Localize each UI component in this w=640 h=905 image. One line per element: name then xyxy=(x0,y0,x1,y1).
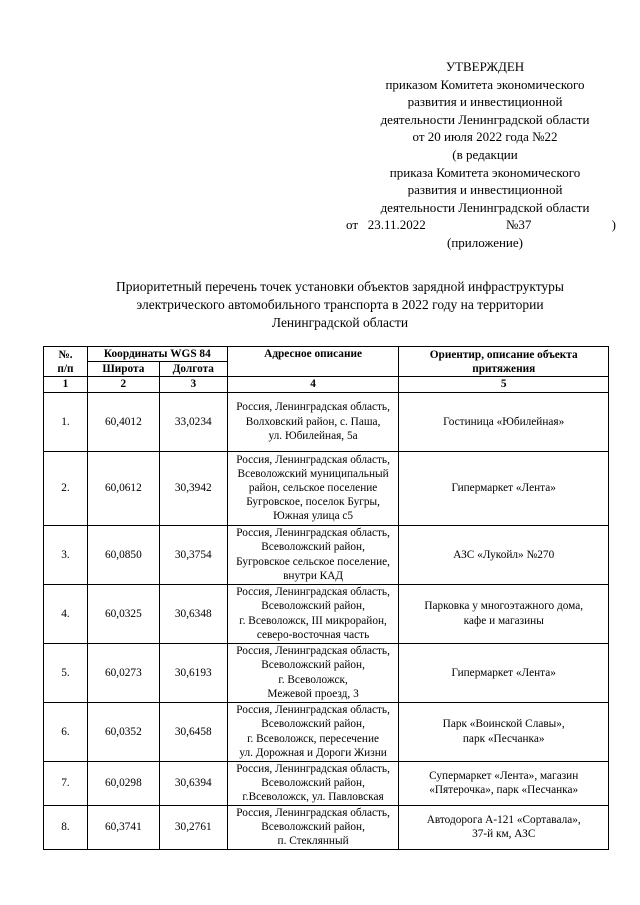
table-row xyxy=(44,761,609,805)
latitude-cell: 60,0273 xyxy=(87,643,159,702)
row-number: 4. xyxy=(44,584,88,643)
col-number: 2 xyxy=(87,377,159,392)
table-row xyxy=(44,584,609,643)
col-number: 5 xyxy=(399,377,609,392)
latitude-cell: 60,0850 xyxy=(87,525,159,584)
approval-heading: УТВЕРЖДЕН xyxy=(445,59,525,74)
header-lat: Широта xyxy=(87,362,159,377)
address-cell: Россия, Ленинградская область, Волховский район, с. Паша, ул. Юбилейная, 5а xyxy=(227,392,399,451)
table-row xyxy=(44,643,609,702)
longitude-cell: 30,3942 xyxy=(159,451,227,525)
approval-line: приказа Комитета экономического xyxy=(389,164,581,180)
longitude-cell: 30,6394 xyxy=(159,761,227,805)
address-cell: Россия, Ленинградская область, Всеволожский район, г. Всеволожск, III микрорайон, северо-восточная часть xyxy=(227,584,399,643)
approval-line: развития и инвестиционной xyxy=(407,94,563,110)
longitude-cell: 30,6458 xyxy=(159,702,227,761)
landmark-cell: Парковка у многоэтажного дома, кафе и магазины xyxy=(399,584,609,643)
address-cell: Россия, Ленинградская область, Всеволожский район, г. Всеволожск, пересечение ул. Дорожная и Дороги Жизни xyxy=(227,702,399,761)
header-lon: Долгота xyxy=(159,362,227,377)
approval-line: деятельности Ленинградской области xyxy=(380,111,590,127)
charging-points-table xyxy=(43,346,609,850)
longitude-cell: 30,2761 xyxy=(159,805,227,849)
col-number: 4 xyxy=(227,377,399,392)
latitude-cell: 60,0352 xyxy=(87,702,159,761)
header-num: №. п/п xyxy=(44,347,88,377)
title-line: Приоритетный перечень точек установки объектов зарядной инфраструктуры xyxy=(115,279,564,294)
title-line: Ленинградской области xyxy=(271,315,409,330)
latitude-cell: 60,4012 xyxy=(87,392,159,451)
landmark-cell: Гипермаркет «Лента» xyxy=(399,451,609,525)
title-line: электрического автомобильного транспорта в 2022 году на территории xyxy=(136,297,544,312)
row-number: 3. xyxy=(44,525,88,584)
header-address: Адресное описание xyxy=(227,347,399,377)
landmark-cell: Гипермаркет «Лента» xyxy=(399,643,609,702)
landmark-cell: АЗС «Лукойл» №270 xyxy=(399,525,609,584)
landmark-cell: Супермаркет «Лента», магазин «Пятерочка», парк «Песчанка» xyxy=(399,761,609,805)
approval-close-paren: ) xyxy=(611,217,616,233)
landmark-cell: Гостиница «Юбилейная» xyxy=(399,392,609,451)
landmark-cell: Парк «Воинской Славы», парк «Песчанка» xyxy=(399,702,609,761)
longitude-cell: 30,6193 xyxy=(159,643,227,702)
latitude-cell: 60,0298 xyxy=(87,761,159,805)
address-cell: Россия, Ленинградская область, Всеволожский муниципальный район, сельское поселение Бугровское, поселок Бугры, Южная улица с5 xyxy=(227,451,399,525)
col-number: 1 xyxy=(44,377,88,392)
approval-line: от 20 июля 2022 года №22 xyxy=(412,129,558,145)
approval-line: развития и инвестиционной xyxy=(407,182,563,198)
row-number: 2. xyxy=(44,451,88,525)
address-cell: Россия, Ленинградская область, Всеволожский район, г. Всеволожск, Межевой проезд, 3 xyxy=(227,643,399,702)
row-number: 8. xyxy=(44,805,88,849)
longitude-cell: 33,0234 xyxy=(159,392,227,451)
row-number: 5. xyxy=(44,643,88,702)
latitude-cell: 60,3741 xyxy=(87,805,159,849)
header-landmark: Ориентир, описание объекта притяжения xyxy=(399,347,609,377)
address-cell: Россия, Ленинградская область, Всеволожский район, Бугровское сельское поселение, внутри КАД xyxy=(227,525,399,584)
table-row xyxy=(44,805,609,849)
approval-line: (в редакции xyxy=(452,146,518,162)
approval-block xyxy=(340,58,630,252)
table-row xyxy=(44,392,609,451)
header-coords: Координаты WGS 84 xyxy=(87,347,227,362)
latitude-cell: 60,0612 xyxy=(87,451,159,525)
table-row xyxy=(44,451,609,525)
row-number: 1. xyxy=(44,392,88,451)
row-number: 7. xyxy=(44,761,88,805)
longitude-cell: 30,6348 xyxy=(159,584,227,643)
address-cell: Россия, Ленинградская область, Всеволожский район, г.Всеволожск, ул. Павловская xyxy=(227,761,399,805)
latitude-cell: 60,0325 xyxy=(87,584,159,643)
approval-date: от 23.11.2022 xyxy=(346,217,426,233)
address-cell: Россия, Ленинградская область, Всеволожский район, п. Стеклянный xyxy=(227,805,399,849)
longitude-cell: 30,3754 xyxy=(159,525,227,584)
approval-date-line xyxy=(340,216,630,234)
approval-line: деятельности Ленинградской области xyxy=(380,199,590,215)
table-row xyxy=(44,525,609,584)
row-number: 6. xyxy=(44,702,88,761)
col-number: 3 xyxy=(159,377,227,392)
table-row xyxy=(44,702,609,761)
landmark-cell: Автодорога А-121 «Сортавала», 37-й км, АЗС xyxy=(399,805,609,849)
approval-appendix: (приложение) xyxy=(446,234,523,250)
document-title xyxy=(60,278,620,332)
approval-number: №37 xyxy=(506,217,532,233)
approval-line: приказом Комитета экономического xyxy=(385,76,585,92)
